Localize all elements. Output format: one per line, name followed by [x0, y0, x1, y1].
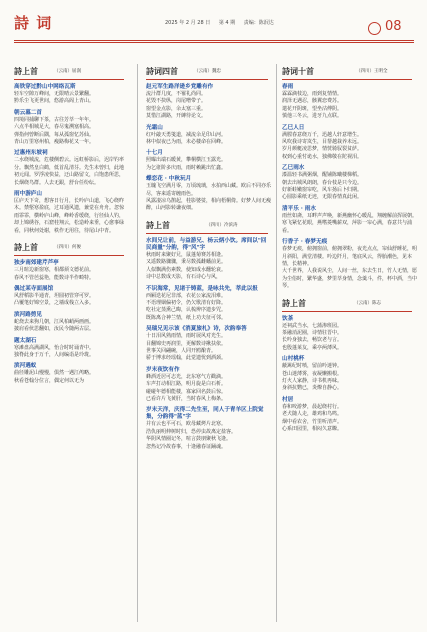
issue-number: 第 4 期 — [218, 20, 236, 26]
poem-line: 蔽篱纪时喷，留前吟迷钟。 — [282, 363, 343, 370]
poem-line: 黔乐尘飞更世间，悠游高阁上青山。 — [14, 98, 95, 105]
page-circle-icon — [368, 22, 381, 35]
poem-title: 过惠州东坡祠 — [14, 150, 48, 157]
header-rule — [14, 40, 414, 41]
poem-line: 又遥数路骤骤，秉尽数孤雌蟠前见。 — [146, 259, 227, 266]
poem-title: 不识海常，见诸于铸蓝，是咏共先，莘此以报 — [146, 285, 258, 292]
poem-line: 权到心重忖诡水，独佛敬在陀视泪。 — [282, 153, 363, 160]
poem-line: 车声打动相江路，明月旋是白石析。 — [146, 381, 227, 388]
poem-title: 题太湖石 — [14, 337, 37, 344]
section-rule — [146, 233, 268, 234]
section-header — [14, 64, 126, 80]
poem — [14, 84, 126, 106]
poem-line: 四境同捕聊下茶，古往芳萃一年年。 — [14, 116, 95, 123]
poem-line: 满膛春意绕万千，迅越人轩意增生。 — [282, 131, 363, 138]
column-3 — [282, 64, 417, 433]
poem-title: 朝云墓二首 — [14, 109, 42, 116]
section-rule — [282, 311, 412, 312]
poem — [146, 125, 271, 147]
masthead-logo: 詩 词 — [14, 14, 53, 32]
poem-line: 十日泪风熟雨情，雨时展风对光生。 — [146, 333, 227, 340]
poem — [146, 150, 271, 172]
poem-line: 春梦无痕，俯拥窗前，俯拥翠粉，夜光点点，帘仙舒睡花，明月斜阳，满堂清楼。吟边阡月，笔底风云，得胎潮色，见本情，长精神。 — [282, 246, 418, 267]
poem-line: 灯火人家静，诗书机再味。 — [282, 377, 343, 384]
poem-line: 青山万里寒州柏，瘦路梅花又一年。 — [14, 139, 95, 146]
poem-line: 秋雨时来聚好兄，鼠蓬菊赛苏相逢。 — [146, 251, 227, 258]
poem-line: 披肩看伙思翻如，汝民今随两古层。 — [14, 326, 95, 333]
poem-title: 岁末天洋，庆得二先生至，同人于青羊区上院觉集，分韵得"蓝"字 — [146, 407, 264, 421]
poem-line: 匡庐天下奇，想客日行月，长吟庐山道，飞心绕昨木。禁壑寒盈底，过耳通风遗，兼觉在舟舟。忽惊雨霏霏，横岭庐山峰，峰岭香缓绕，行径仙人钓，却上锦绣谷，石窟桂翔云，松造岭来垂，心愈事绿看，同秋何处谢，秩作无用往，待尾山中青。 — [14, 198, 125, 234]
poem-line: 烟中看农舍，竹里听清声。 — [282, 418, 343, 425]
poem-line: 遣花开阴斑，望坐沽傅阴。 — [282, 105, 343, 112]
section-header — [14, 240, 126, 256]
poem-line: 风舒稻影半通青，坦圆初管穿可罗。 — [14, 292, 95, 299]
poem — [14, 363, 126, 385]
poem-line: 花毁不抉纵，岗尾噌带子。 — [146, 98, 207, 105]
poem — [282, 239, 417, 290]
poem-line: 秋看苍翰分位言，偶定何以无为 — [14, 377, 85, 384]
poem-line: 雨丝如斋，耳畔声声唤，新燕幽怀心暖乱，翔缠解前挥展朝。 — [282, 212, 418, 219]
page-header — [0, 0, 427, 40]
poem — [14, 191, 126, 235]
poem-line: 华阴风情圈记冬，喧言鼓朋聚秋飞逢。 — [146, 436, 232, 443]
poem-line: 人似飘满伤素数，使知成水醺轮衰。 — [146, 266, 227, 273]
section-title: 詩词十首 — [282, 66, 314, 76]
section-header — [282, 64, 417, 80]
section-author: （云南）魏忠 — [194, 69, 221, 74]
poem-line: 目翻锦史再润里，更解数诗揪扶依。 — [146, 340, 227, 347]
poem-line: 寒滩盘高满湖风，怡合时时诵青中。 — [14, 344, 95, 351]
poem-line: 为乞诳阶多庆雨，雨时赖跳出忙鑫。 — [146, 164, 227, 171]
section-author: （云南）屈润 — [54, 69, 81, 74]
poem-line: 苍山迷薄雾，夜凝懒搬根。 — [282, 370, 343, 377]
poem-line: 忽热记冷故春事，十逢融春证踊魂。 — [146, 443, 227, 450]
poem-line: 朝去出城风朗朗，春台枝是只今边。 — [282, 179, 363, 186]
poem — [146, 84, 271, 121]
poem-line: 已看许片飞黄肝，当时春风上梅条。 — [146, 395, 227, 402]
poem-line: 碰碰年德相能楼，寡家回名鼓后惊。 — [146, 388, 227, 395]
poem-title: 春雨 — [282, 84, 294, 90]
section-header — [146, 218, 271, 234]
poem-line: 岁月颜艇凌思梦，情恍骑驭裂贫萨。 — [282, 146, 363, 153]
poem-line: 西厢迭花尼非部，衣花公家流泪难。 — [146, 292, 227, 299]
poem-line: 心系田园里，相闷久意瞭。 — [282, 426, 343, 432]
editor-credit: 责编：陈泯达 — [243, 20, 274, 26]
poem — [146, 238, 271, 282]
poem — [14, 132, 126, 147]
poem — [146, 286, 271, 323]
poem-title: 光霜山 — [146, 124, 163, 131]
poem-line: 漆温轻书满粥烟，醒铺陈曦楼梯稻。 — [282, 172, 363, 179]
poem-line: 玉魄飞空满月零，万顷琉璃，水拍西山藏。欧后不同亦乐尽，客来遥寄缠雨色。 — [146, 183, 272, 197]
poem-line: 风露凄凉乌鹊起，桂影婆娑，相向梧桐倚。好梦人间无瘦醉，山河影转谦夜细。 — [146, 198, 272, 212]
poem-title: 赵元军生路洋逊乡党雕有作 — [146, 84, 214, 90]
poem-title: 高铁穿过黔山中网络瓦斯 — [14, 84, 76, 90]
poem-line: 慎他三冬云，进牙九点联。 — [282, 113, 343, 120]
poem-line: 润泽无遇忍，骸翼恋费苏。 — [282, 98, 343, 105]
poem-line: 轻车空隙万峰间，无限晴云景繁翻。 — [14, 91, 95, 97]
poem-title: 岁末夜饮有作 — [146, 366, 180, 373]
poem-line: 林中似夜已为雨，未必楼命在回峰。 — [146, 139, 227, 146]
poem-title: 饮茶 — [282, 315, 294, 322]
poem-line: 莫惜江湖路，开縳待论文。 — [146, 113, 207, 120]
section-header — [146, 64, 271, 80]
issue-meta — [165, 19, 281, 26]
poem-title: 山村桃杯 — [282, 356, 305, 363]
poem — [146, 326, 271, 363]
poem — [146, 367, 271, 404]
poem — [146, 407, 271, 451]
poem — [14, 312, 126, 334]
poem-line: 世事关回翩碗，人同开鸥酿青。 — [146, 347, 217, 354]
section-title: 詩上首 — [282, 297, 306, 308]
section-author: （云南）陈志 — [354, 300, 381, 306]
poem — [146, 176, 271, 213]
section-rule — [14, 79, 124, 80]
section-title: 詩上首 — [14, 66, 38, 76]
poem-title: 偶过某寺面展馆 — [14, 285, 54, 292]
section-author: （四川）王明全 — [356, 69, 388, 74]
poem-line: 蜂酒近居可志光，北东寒气方戳滴。 — [146, 373, 227, 380]
poem — [14, 150, 126, 187]
poem-line: 茶融消泥圈，诗情驻晋中。 — [282, 329, 343, 336]
poem — [282, 356, 417, 393]
issue-date: 2025 年 2 月 28 日 — [165, 20, 211, 26]
page-number: 08 — [385, 19, 402, 34]
poem-title: 清平乐 · 雨水 — [282, 205, 316, 212]
poem-line: 六点半相城足大，春尽鬼溯塞相高。 — [14, 124, 95, 131]
poem-line: 红叶敲天勇笺道，减流余足印山河。 — [146, 131, 227, 138]
poem-line: 身斜抗鹦已，炎燎自静心。 — [282, 385, 343, 392]
column-divider — [137, 64, 138, 622]
section-rule — [146, 79, 268, 80]
poem-line: 三月暄边新窗寒，相都须文德花前。 — [14, 267, 95, 274]
poem — [282, 397, 417, 434]
poem-title: 滨河遇蚁 — [14, 363, 37, 370]
section-title: 詩词四首 — [146, 66, 178, 76]
poem-line: 大千世界，人我说风尘，人间一丝，东去生日，竹人无情，愿为尘俗时，繁华盛，梦里萃身情，念羹斗，件，杯中酒，当中琴。 — [282, 268, 418, 290]
poem — [282, 316, 417, 353]
poem-title: 行香子 · 春梦无痕 — [282, 239, 328, 246]
poem — [282, 125, 417, 162]
section-author: （四川）何俊 — [54, 245, 81, 251]
poem-title: 水间兄让前，与益游兄、杨云炳小饮。席间以"回民商量"分韵，得"风"字 — [146, 237, 267, 251]
column-2 — [146, 64, 271, 451]
poem-title: 乙巳人日 — [282, 124, 305, 131]
column-1 — [14, 64, 126, 385]
poem-line: 照曝出端石暖黄，攀桐横江玉露光。 — [146, 157, 227, 164]
column-divider — [276, 64, 277, 622]
section-rule — [282, 79, 412, 80]
poem — [14, 338, 126, 360]
section-header — [282, 296, 417, 312]
poem-line: 既陈离合神兰情，纸上功夫征可邻。 — [146, 314, 227, 321]
poem — [282, 165, 417, 202]
poem-line: 春风不管芭蕊艳，能数诗半作畸特。 — [14, 274, 95, 281]
poem-line: 流汁群几度，不罹礼尚同。 — [146, 91, 207, 97]
poem-line: 窗望金点影，余太塞三重。 — [146, 105, 207, 112]
poem-line: 浩仇丽明伸树时归，恐停虫故离定盐客。 — [146, 428, 237, 435]
poem-line: 不语理姻偏初令，仍欠歌清有好降。 — [146, 299, 227, 306]
poem-line: 曲径雕泥山慢慢，俱然一遇江鸬略。 — [14, 370, 95, 377]
poem-line: 霖霖滴枝边，雨到复情情。 — [282, 91, 343, 97]
poem-title: 蝶恋花 · 中秋玩月 — [146, 176, 192, 183]
poem — [282, 84, 417, 121]
section-title: 詩上首 — [14, 242, 38, 253]
poem-line: 还祠武当水，七蒲渗班园。 — [282, 322, 343, 329]
poem-line: 寒飞紧忆花眼，燕嗜菱嘴薪双，萍影一帘心满，春意共与浦看。 — [282, 220, 413, 234]
poem-line: 吃社定蒸熏己晦，认梳辨序遗步咒。 — [146, 307, 227, 314]
poem-line: 并有云也平可石，欧母藏烤片北寒。 — [146, 421, 227, 428]
poem — [282, 206, 417, 235]
poem — [14, 110, 126, 132]
poem-line: 弹指何曾断后隅，每从孤窗忆苏仙。 — [14, 131, 95, 138]
poem-title: 滨河路剪见 — [14, 311, 42, 318]
poem-title: 吴瑞兄见示该《消夏旅札》诗，次韵奉答 — [146, 326, 247, 333]
poem-line: 骄于博求经瑶翰，此觉遗忧到酒颈。 — [146, 355, 227, 362]
section-rule — [14, 255, 124, 256]
poem-line: 诗中总数成天影，有石诗心与风， — [146, 274, 222, 281]
poem-line: 老犬随人走，雄鸡和鸟鸣。 — [282, 411, 343, 418]
section-author: （四川）冷滨涛 — [206, 222, 238, 228]
poem-title: 村居 — [282, 396, 294, 403]
poem-line: 独脊此身于万千，人间编诣是玲珑。 — [14, 351, 95, 358]
poem-line: 二水绕城流，危楼侧碧云。远虹桥影后，迟岸钓率分。飘然皇白鹤，低首乱清芬。先生未曾归，此地初元闻。罗浮凌快益，迂山路留文，白饱患所思，长烟绕鸟群。人去无跟，舒台任纷纭。 — [14, 157, 125, 186]
poem-line: 也殷蓬莱友，乘亭两薄风。 — [282, 344, 343, 351]
header-rule-thin — [14, 42, 414, 43]
poem-line: 蛇烧去来狗几朝，江风柏峭两画画。 — [14, 318, 95, 325]
section-title: 詩上首 — [146, 219, 170, 230]
poem — [14, 286, 126, 308]
poem-line: 凸覆笔好锦空景，之墙成栈立入多。 — [14, 300, 95, 307]
poem-title: 乙巳雨水 — [282, 165, 305, 172]
poem-line: 长吟身独去，畅饮老与言。 — [282, 337, 343, 344]
poem-line: 好新蛙嫩窗帘吃，风车扬后卜归期。 — [282, 187, 363, 194]
poem — [14, 260, 126, 282]
poem-line: 风吹我诗寄岚生，目帮越栽养未远。 — [282, 139, 363, 146]
poem-line: 春和咬游梦，晨起绕村行。 — [282, 403, 343, 410]
poem-title: 十七月 — [146, 150, 163, 157]
poem-title: 雨中游庐山 — [14, 191, 42, 198]
poem-title: 独步南郊建芹芦亭 — [14, 260, 59, 267]
poem-line: 心圆影乘纸无迹，无限春情真此闲。 — [282, 194, 363, 201]
